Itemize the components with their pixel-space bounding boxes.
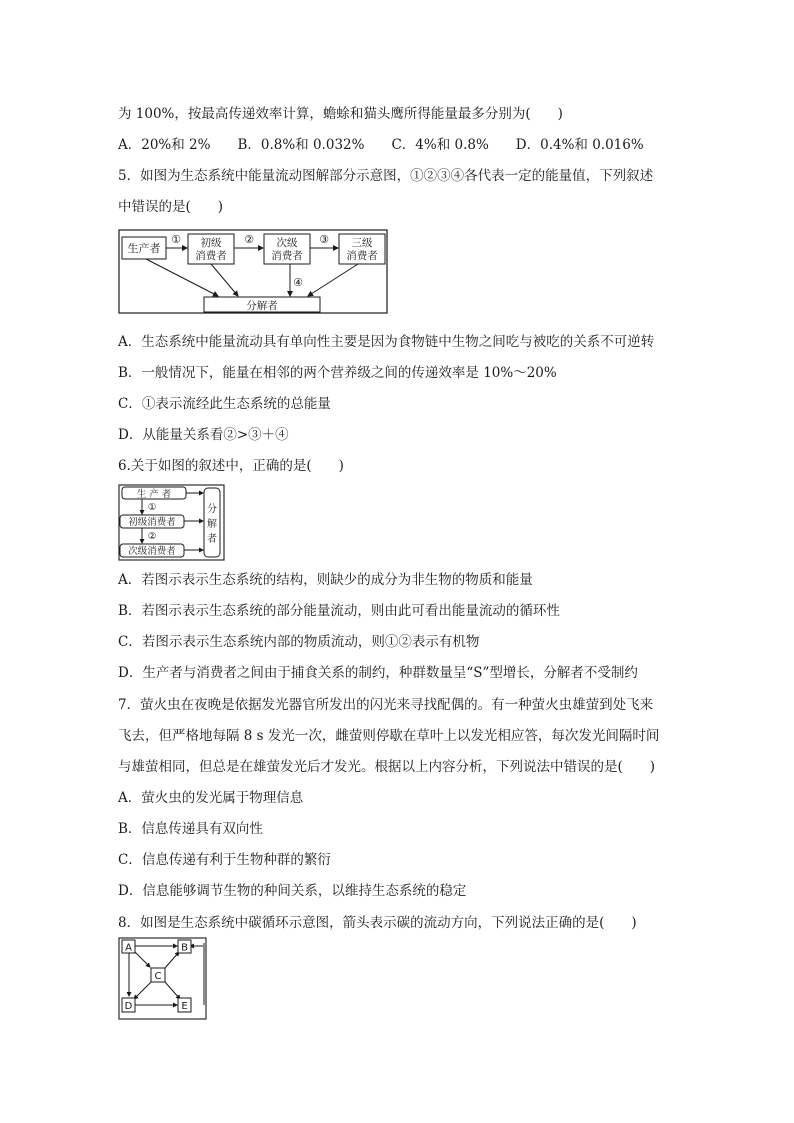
svg-text:三级: 三级 [351,237,373,249]
q6-node-producer [122,487,186,500]
q6-ecosystem-diagram [118,484,226,562]
q8-stem: 8．如图是生态系统中碳循环示意图，箭头表示碳的流动方向，下列说法正确的是( ) [118,915,637,931]
q6-label-1: ① [147,502,157,513]
q8-arrow-c-d [134,982,151,999]
svg-text:生 产 者: 生 产 者 [136,489,172,500]
q5-arrow-tertiary-decomposer [308,264,358,296]
svg-text:B: B [181,942,188,954]
q5-option-a: A．生态系统中能量流动具有单向性主要是因为食物链中生物之间吃与被吃的关系不可逆转 [118,334,655,350]
svg-text:次级消费者: 次级消费者 [128,546,176,557]
q5-label-4: ④ [293,276,303,289]
q5-stem-line-2: 中错误的是( ) [118,199,224,215]
q8-node-d [122,998,135,1012]
q5-label-3: ③ [319,233,329,246]
q7-stem-line-2: 飞去，但严格地每隔 8 s 发光一次，雌萤则停歇在草叶上以发光相应答，每次发光间隔时间 [118,728,660,744]
svg-text:C: C [154,971,162,982]
q5-node-decomposer [204,297,320,312]
q6-option-b: B．若图示表示生态系统的部分能量流动，则由此可看出能量流动的循环性 [118,603,560,619]
q8-node-a [122,940,135,954]
q6-node-decomposer [204,488,220,557]
q7-stem-line-3: 与雄萤相同，但总是在雄萤发光后才发光。根据以上内容分析，下列说法中错误的是( ) [118,759,656,775]
svg-text:消费者: 消费者 [271,250,303,262]
q4-options: A．20%和 2% B．0.8%和 0.032% C．4%和 0.8% D．0.4%和 0.016% [118,137,644,153]
q8-arrow-c-e [165,982,180,999]
q7-option-c: C．信息传递有利于生物种群的繁衍 [118,852,331,868]
q6-label-2: ② [147,531,157,542]
q8-node-c [151,968,165,982]
svg-text:D: D [124,1001,133,1012]
q7-option-b: B．信息传递具有双向性 [118,821,263,837]
q5-option-d: D．从能量关系看②>③＋④ [118,427,289,443]
svg-text:分: 分 [207,504,217,515]
q5-node-producer [122,237,166,259]
q6-option-c: C．若图示表示生态系统内部的物质流动，则①②表示有机物 [118,634,480,650]
q5-arrow-primary-decomposer [211,264,238,296]
q4-stem-tail: 为 100%，按最高传递效率计算，蟾蜍和猫头鹰所得能量最多分别为( ) [118,106,563,122]
q5-arrow-producer-decomposer [146,259,218,296]
q8-arrow-a-c [134,951,150,967]
q5-label-2: ② [244,233,254,246]
svg-text:初级: 初级 [200,237,222,249]
svg-text:者: 者 [207,534,217,545]
q5-option-c: C．①表示流经此生态系统的总能量 [118,396,331,412]
q5-energy-flow-diagram [118,229,390,315]
svg-text:A: A [125,942,132,954]
q5-stem-line-1: 5．如图为生态系统中能量流动图解部分示意图，①②③④各代表一定的能量值，下列叙述 [118,168,654,184]
q8-node-b [178,940,191,954]
q7-option-d: D．信息能够调节生物的种间关系，以维持生态系统的稳定 [118,883,467,899]
q6-option-d: D．生产者与消费者之间由于捕食关系的制约，种群数量呈“S”型增长，分解者不受制约 [118,665,638,681]
q5-node-secondary-consumer [264,234,310,264]
svg-text:消费者: 消费者 [195,250,227,262]
svg-text:分解者: 分解者 [246,300,278,312]
svg-text:次级: 次级 [276,237,298,249]
svg-text:初级消费者: 初级消费者 [128,517,176,528]
svg-text:生产者: 生产者 [127,242,161,255]
q5-node-tertiary-consumer [339,234,385,264]
svg-text:解: 解 [207,519,217,530]
q6-stem: 6.关于如图的叙述中，正确的是( ) [118,458,344,474]
q8-carbon-cycle-diagram [118,937,208,1021]
q5-option-b: B．一般情况下，能量在相邻的两个营养级之间的传递效率是 10%～20% [118,365,557,381]
q7-stem-line-1: 7．萤火虫在夜晚是依据发光器官所发出的闪光来寻找配偶的。有一种萤火虫雄萤到处飞来 [118,697,654,713]
svg-text:消费者: 消费者 [346,250,378,262]
q6-node-primary-consumer [120,515,184,528]
q6-node-secondary-consumer [120,544,184,557]
q8-node-e [178,998,191,1012]
q6-option-a: A．若图示表示生态系统的结构，则缺少的成分为非生物的物质和能量 [118,572,533,588]
q5-label-1: ① [171,233,181,246]
q7-option-a: A．萤火虫的发光属于物理信息 [118,790,304,806]
q5-node-primary-consumer [188,234,234,264]
svg-text:E: E [181,1001,188,1012]
q8-arrow-c-b [165,952,179,968]
